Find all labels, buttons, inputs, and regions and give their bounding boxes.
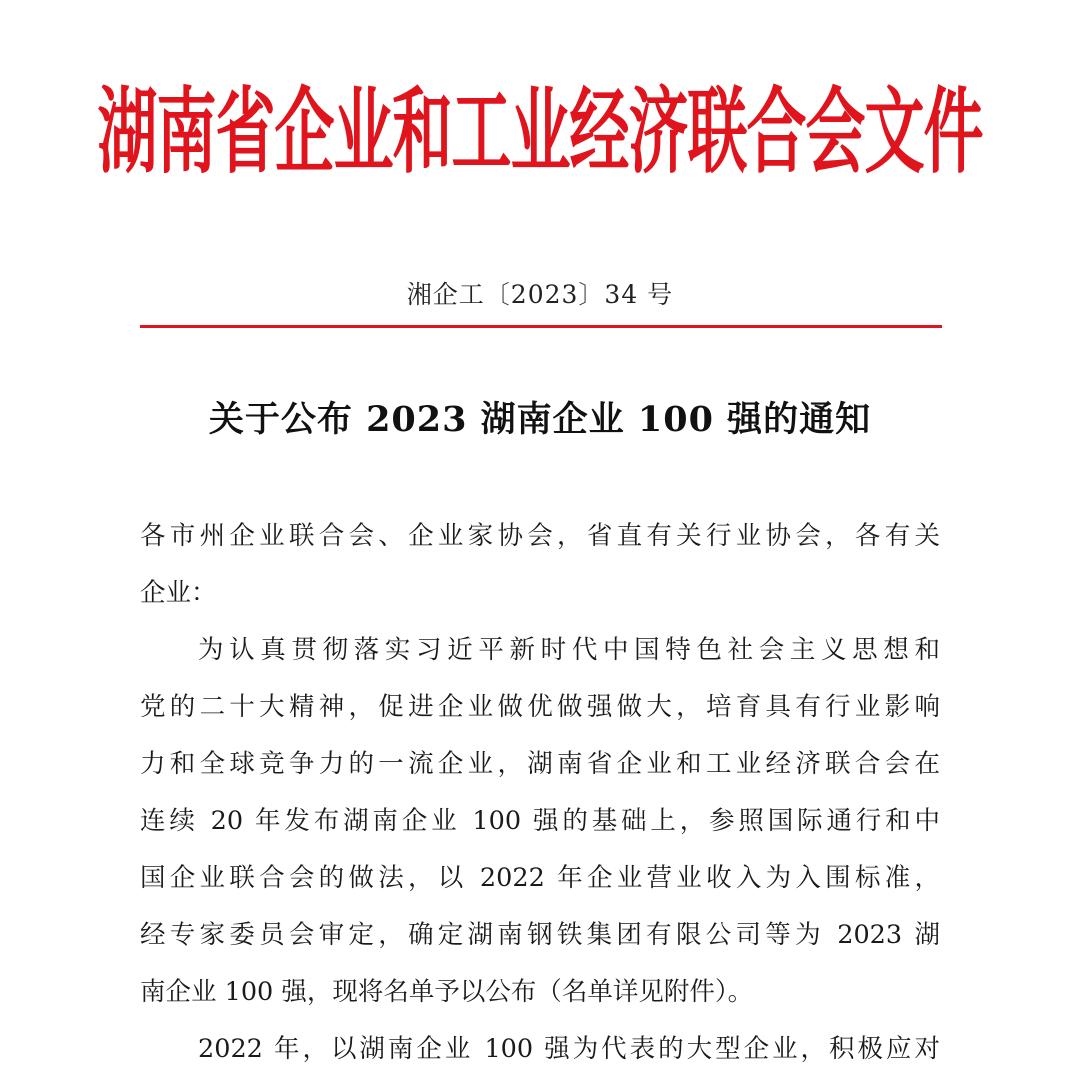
- body-line: 党的二十大精神，促进企业做优做强做大，培育具有行业影响: [140, 692, 940, 722]
- body-line: 力和全球竞争力的一流企业，湖南省企业和工业经济联合会在: [140, 749, 940, 779]
- body-line: 国企业联合会的做法，以 2022 年企业营业收入为入围标准，: [140, 863, 940, 893]
- body-line: 为认真贯彻落实习近平新时代中国特色社会主义思想和: [198, 635, 940, 665]
- body-line: 企业：: [140, 578, 217, 608]
- body-line: 南企业 100 强，现将名单予以公布（名单详见附件）。: [140, 977, 754, 1007]
- body-line: 各市州企业联合会、企业家协会，省直有关行业协会，各有关: [140, 521, 940, 551]
- notice-title: 关于公布 2023 湖南企业 100 强的通知: [208, 399, 872, 440]
- body-line: 经专家委员会审定，确定湖南钢铁集团有限公司等为 2023 湖: [140, 920, 940, 950]
- body-text: [140, 508, 940, 1078]
- red-divider: [140, 325, 942, 328]
- document-red-header: 湖南省企业和工业经济联合会文件: [97, 78, 983, 187]
- document-number: 湘企工〔2023〕34 号: [406, 280, 674, 309]
- body-line: 2022 年，以湖南企业 100 强为代表的大型企业，积极应对: [198, 1034, 940, 1064]
- body-line: 连续 20 年发布湖南企业 100 强的基础上，参照国际通行和中: [140, 806, 940, 836]
